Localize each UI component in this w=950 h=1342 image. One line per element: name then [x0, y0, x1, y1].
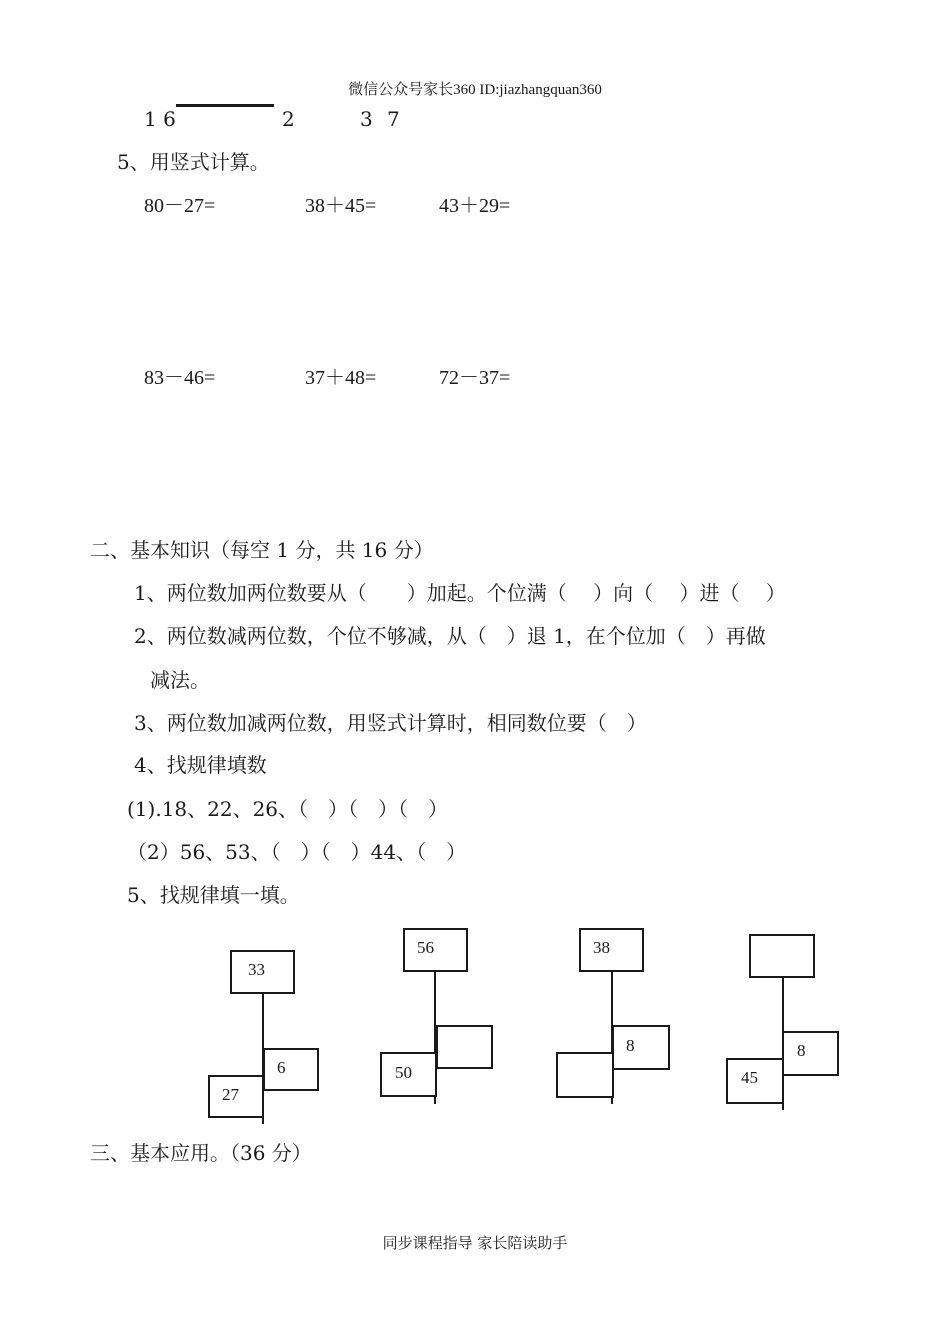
s2-question-2-cont: 减法。: [150, 668, 210, 692]
tree-top-number: 38: [593, 938, 610, 957]
s2-question-3: 3、两位数加减两位数，用竖式计算时，相同数位要（ ）: [134, 711, 647, 735]
tree-right-number: 8: [626, 1036, 635, 1055]
top-line-number-c: 3: [360, 107, 373, 131]
page-footer: 同步课程指导 家长陪读助手: [382, 1234, 568, 1252]
answer-rule: [176, 104, 274, 107]
q5-expr: 83－46=: [144, 367, 216, 389]
top-line-number-d: 7: [387, 107, 400, 131]
tree-top-box: [749, 934, 815, 978]
top-line-number-a: 1 6: [144, 107, 176, 131]
tree-top-number: 33: [248, 960, 265, 979]
tree-right-box: [436, 1025, 493, 1069]
tree-right-number: 8: [797, 1041, 806, 1060]
section2-title: 二、基本知识（每空 1 分，共 16 分）: [90, 538, 434, 562]
s2-question-4-2: （2）56、53、（ ）（ ）44、（ ）: [127, 840, 467, 864]
section3-title: 三、基本应用。（36 分）: [90, 1141, 312, 1165]
tree-right-box: [612, 1025, 670, 1070]
tree-right-box: [263, 1048, 319, 1091]
s2-question-4: 4、找规律填数: [134, 753, 267, 777]
tree-left-number: 45: [741, 1068, 758, 1087]
tree-top-box: [579, 928, 644, 972]
s2-question-1: 1、两位数加两位数要从（ ）加起。个位满（ ）向（ ）进（ ）: [134, 581, 786, 605]
tree-right-box: [782, 1031, 839, 1076]
tree-right-number: 6: [277, 1058, 286, 1077]
q5-expr: 72－37=: [439, 367, 511, 389]
page-header: 微信公众号家长360 ID:jiazhangquan360: [348, 82, 602, 98]
q5-title: 5、用竖式计算。: [117, 150, 270, 174]
tree-left-box: [556, 1052, 614, 1098]
tree-left-number: 50: [395, 1063, 412, 1082]
q5-expr: 80－27=: [144, 195, 216, 217]
q5-expr: 37＋48=: [305, 367, 377, 389]
q5-expr: 43＋29=: [439, 195, 511, 217]
q5-expr: 38＋45=: [305, 195, 377, 217]
tree-top-number: 56: [417, 938, 434, 957]
tree-top-box: [403, 928, 468, 972]
top-line-number-b: 2: [282, 107, 295, 131]
s2-question-4-1: (1).18、22、26、（ ）（ ）（ ）: [127, 797, 449, 821]
s2-question-2: 2、两位数减两位数，个位不够减，从（ ）退 1，在个位加（ ）再做: [134, 624, 766, 648]
s2-question-5: 5、找规律填一填。: [127, 883, 300, 907]
tree-left-number: 27: [222, 1085, 239, 1104]
